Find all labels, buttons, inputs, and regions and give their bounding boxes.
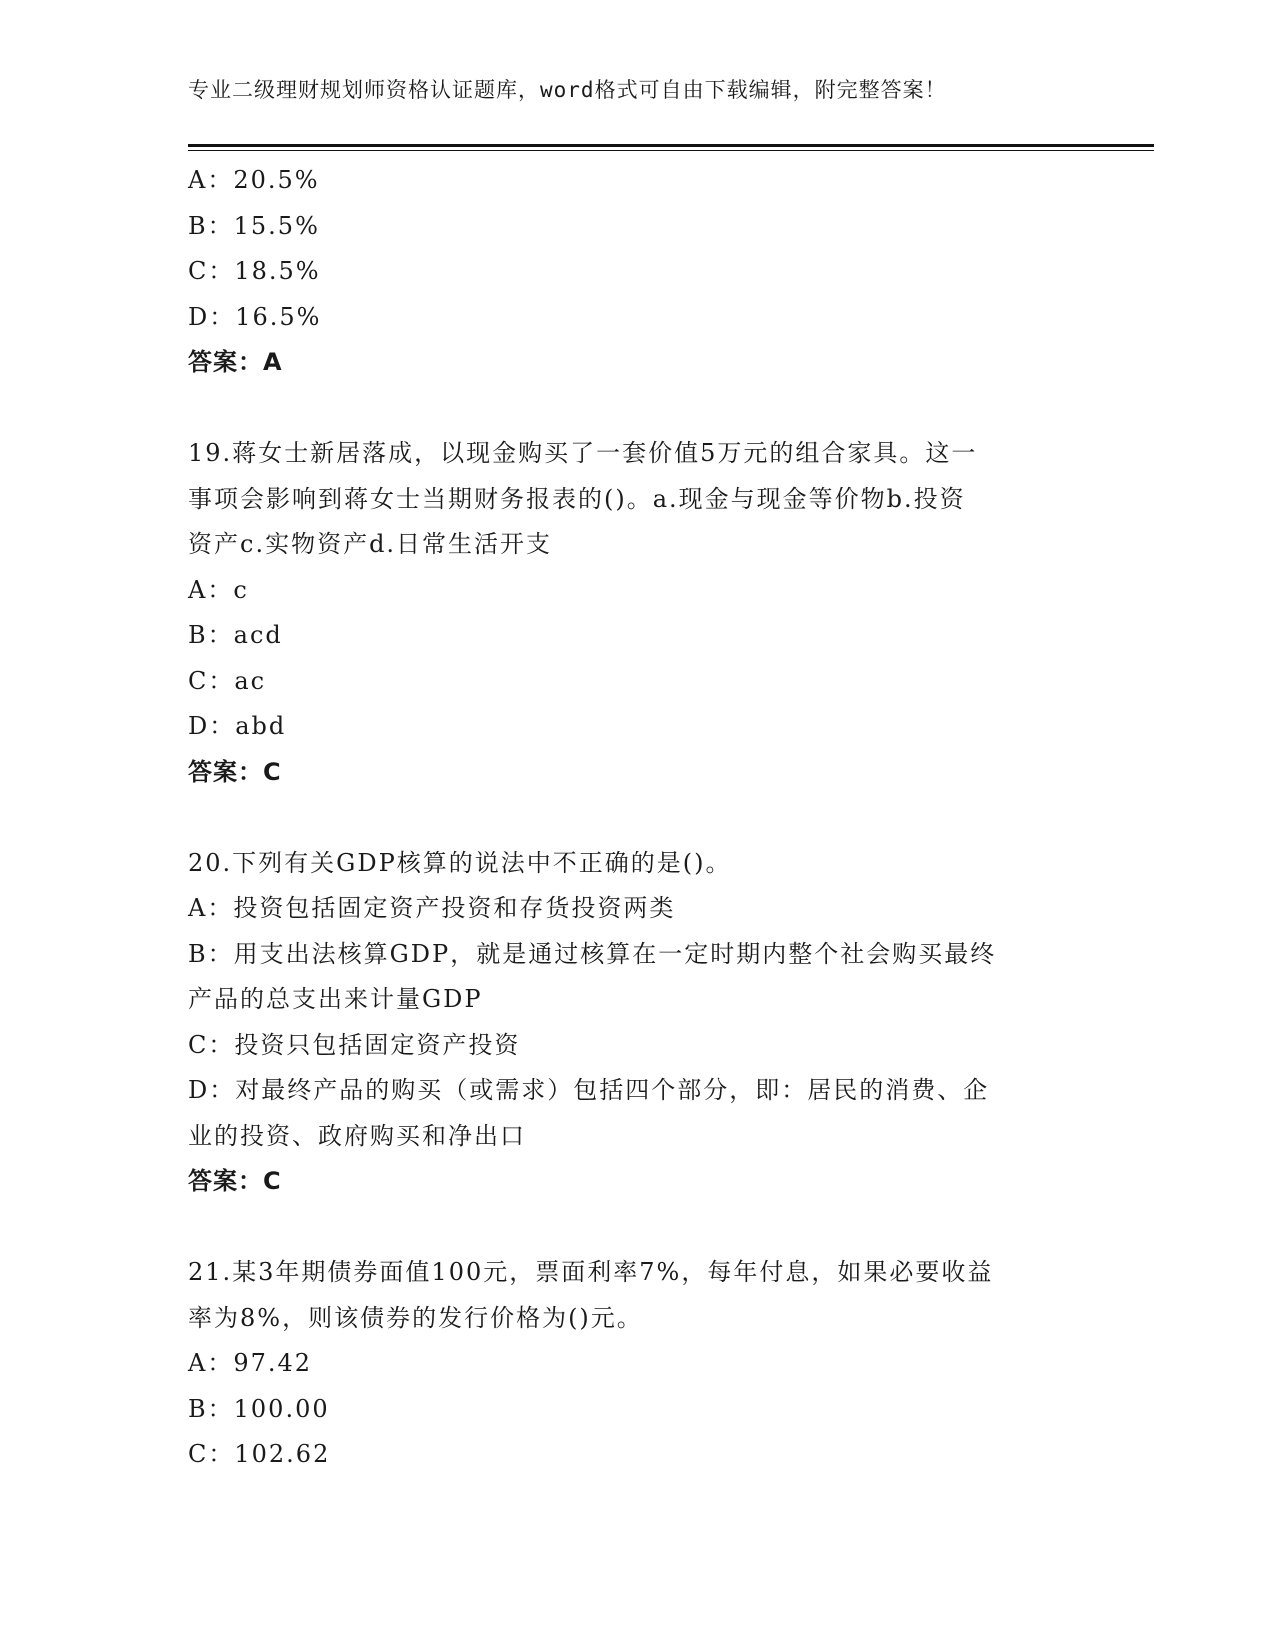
option-c: C：投资只包括固定资产投资 xyxy=(188,1030,521,1059)
option-c: C：18.5% xyxy=(188,257,321,285)
spacer xyxy=(188,795,1088,841)
question-stem-line: 率为8%，则该债券的发行价格为()元。 xyxy=(188,1303,643,1332)
answer: 答案：A xyxy=(188,348,283,376)
spacer xyxy=(188,1205,1088,1251)
option-b-continued: 产品的总支出来计量GDP xyxy=(188,985,483,1013)
question-stem-line: 19.蒋女士新居落成，以现金购买了一套价值5万元的组合家具。这一 xyxy=(188,439,978,467)
question-list xyxy=(188,158,1088,1478)
option-b: B：用支出法核算GDP，就是通过核算在一定时期内整个社会购买最终 xyxy=(188,939,997,968)
question-stem-line: 事项会影响到蒋女士当期财务报表的()。a.现金与现金等价物b.投资 xyxy=(188,484,966,513)
option-d: D：abd xyxy=(188,712,287,740)
answer: 答案：C xyxy=(188,757,282,786)
option-a: A：20.5% xyxy=(188,166,320,194)
option-b: B：100.00 xyxy=(188,1394,330,1423)
option-a: A：97.42 xyxy=(188,1349,313,1377)
option-a: A：c xyxy=(188,575,249,604)
question-18-options xyxy=(188,158,1088,386)
header-rule-thin xyxy=(188,150,1154,151)
question-19 xyxy=(188,431,1088,795)
option-b: B：acd xyxy=(188,621,283,649)
page-header: 专业二级理财规划师资格认证题库，word格式可自由下载编辑，附完整答案！ xyxy=(188,78,947,102)
option-c: C：102.62 xyxy=(188,1440,331,1468)
spacer xyxy=(188,386,1088,432)
option-d: D：对最终产品的购买（或需求）包括四个部分，即：居民的消费、企 xyxy=(188,1076,990,1104)
answer: 答案：C xyxy=(188,1167,282,1195)
header-rule-thick xyxy=(188,144,1154,147)
question-21 xyxy=(188,1250,1088,1478)
option-a: A：投资包括固定资产投资和存货投资两类 xyxy=(188,894,676,922)
question-stem-line: 20.下列有关GDP核算的说法中不正确的是()。 xyxy=(188,848,732,877)
question-20 xyxy=(188,841,1088,1205)
question-stem-line: 21.某3年期债券面值100元，票面利率7%，每年付息，如果必要收益 xyxy=(188,1258,994,1286)
option-d: D：16.5% xyxy=(188,302,322,331)
option-c: C：ac xyxy=(188,666,267,695)
option-d-continued: 业的投资、政府购买和净出口 xyxy=(188,1121,526,1150)
question-stem-line: 资产c.实物资产d.日常生活开支 xyxy=(188,530,553,558)
option-b: B：15.5% xyxy=(188,211,320,240)
